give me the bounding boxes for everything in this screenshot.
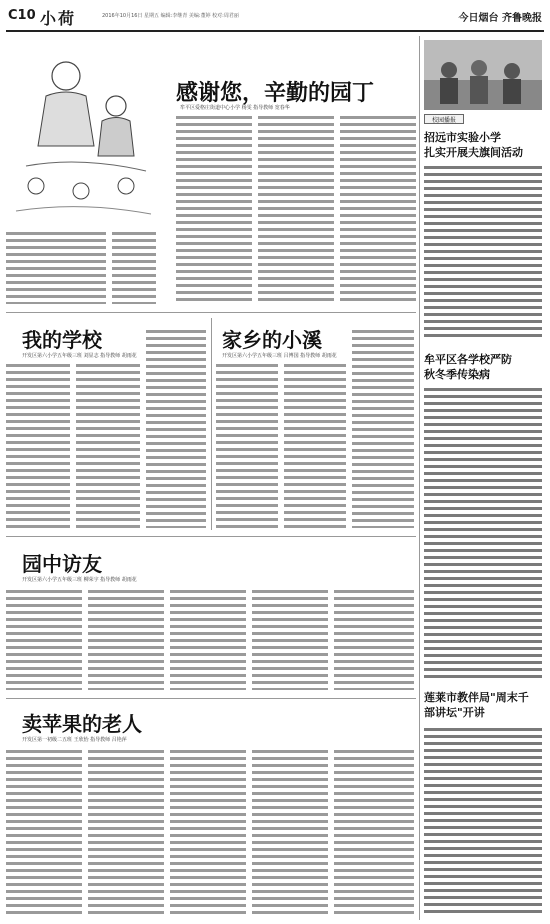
article-2-byline: 开发区第六小学五年级三班 吕博国 指导教师 胡雨花	[222, 353, 337, 359]
sidebar-title-1-line2: 扎实开展夫旗间活动	[424, 146, 523, 159]
page-number: C10	[8, 8, 36, 23]
article-3-col-3	[252, 590, 328, 690]
divider-row-2	[6, 312, 416, 313]
article-1-col-0	[6, 364, 70, 528]
article-3-col-2	[170, 590, 246, 690]
sidebar-title-2-line2: 秋冬季传染病	[424, 368, 490, 381]
sidebar-title-1-line1: 招远市实验小学	[424, 131, 501, 144]
divider-mid	[211, 318, 212, 530]
sidebar-title-1	[424, 130, 523, 160]
article-3-col-0	[6, 590, 82, 690]
sidebar-title-2-line1: 牟平区各学校严防	[424, 353, 512, 366]
sidebar-title-3-line2: 部讲坛"开讲	[424, 706, 485, 719]
lead-text-col-2	[176, 116, 252, 304]
lead-text-col-3	[258, 116, 334, 304]
sidebar-title-3	[424, 690, 529, 720]
article-3-col-1	[88, 590, 164, 690]
article-3-byline: 开发区第六小学五年级三班 柳荣宇 指导教师 胡雨花	[22, 577, 137, 583]
article-1-col-1	[76, 364, 140, 528]
lead-text-col-1	[112, 232, 156, 304]
lead-byline: 牟平区爱格庄街道中心小学 杨雯 指导教师 宽春华	[180, 105, 290, 111]
lead-text-col-4	[340, 116, 416, 304]
article-4-col-4	[334, 750, 414, 916]
sidebar-text-2	[424, 388, 542, 678]
header-rule	[6, 30, 544, 32]
article-4-col-3	[252, 750, 328, 916]
sidebar-divider	[419, 36, 420, 920]
article-4-col-0	[6, 750, 82, 916]
sidebar-text-3	[424, 728, 542, 916]
divider-row-4	[6, 698, 416, 699]
lead-text-col-0	[6, 232, 106, 304]
lead-title: 感谢您，辛勤的园丁	[176, 80, 375, 106]
article-3-col-4	[334, 590, 414, 690]
article-2-col-0	[216, 364, 278, 528]
teacher-illustration	[6, 36, 156, 226]
sidebar-title-3-line1: 莲莱市教伴局"周末千	[424, 691, 529, 704]
article-1-byline: 开发区第六小学五年级三班 刘显志 指导教师 胡雨花	[22, 353, 137, 359]
sidebar-title-2	[424, 352, 512, 382]
sidebar-text-1	[424, 166, 542, 340]
section-name: 小荷	[40, 9, 77, 28]
article-1-title: 我的学校	[22, 328, 102, 352]
divider-row-3	[6, 536, 416, 537]
article-2-title: 家乡的小溪	[222, 328, 322, 352]
article-2-col-1	[284, 364, 346, 528]
article-4-col-1	[88, 750, 164, 916]
article-2-col-2	[352, 330, 414, 528]
article-1-col-2	[146, 330, 206, 528]
newspaper-name: 今日烟台 齐鲁晚报	[458, 13, 542, 24]
article-4-byline: 开发区第一初级二五班 王欣怡 指导教师 吕艳萍	[22, 737, 127, 743]
page-header	[6, 4, 544, 28]
sidebar-tag: 校园播报	[424, 114, 464, 124]
issue-meta: 2016年10月16日 星期五 编辑:李继青 美编:董婷 校对:周君丽	[102, 13, 239, 19]
school-photo	[424, 40, 542, 110]
article-4-title: 卖苹果的老人	[22, 712, 142, 736]
article-4-col-2	[170, 750, 246, 916]
article-3-title: 园中访友	[22, 552, 102, 576]
